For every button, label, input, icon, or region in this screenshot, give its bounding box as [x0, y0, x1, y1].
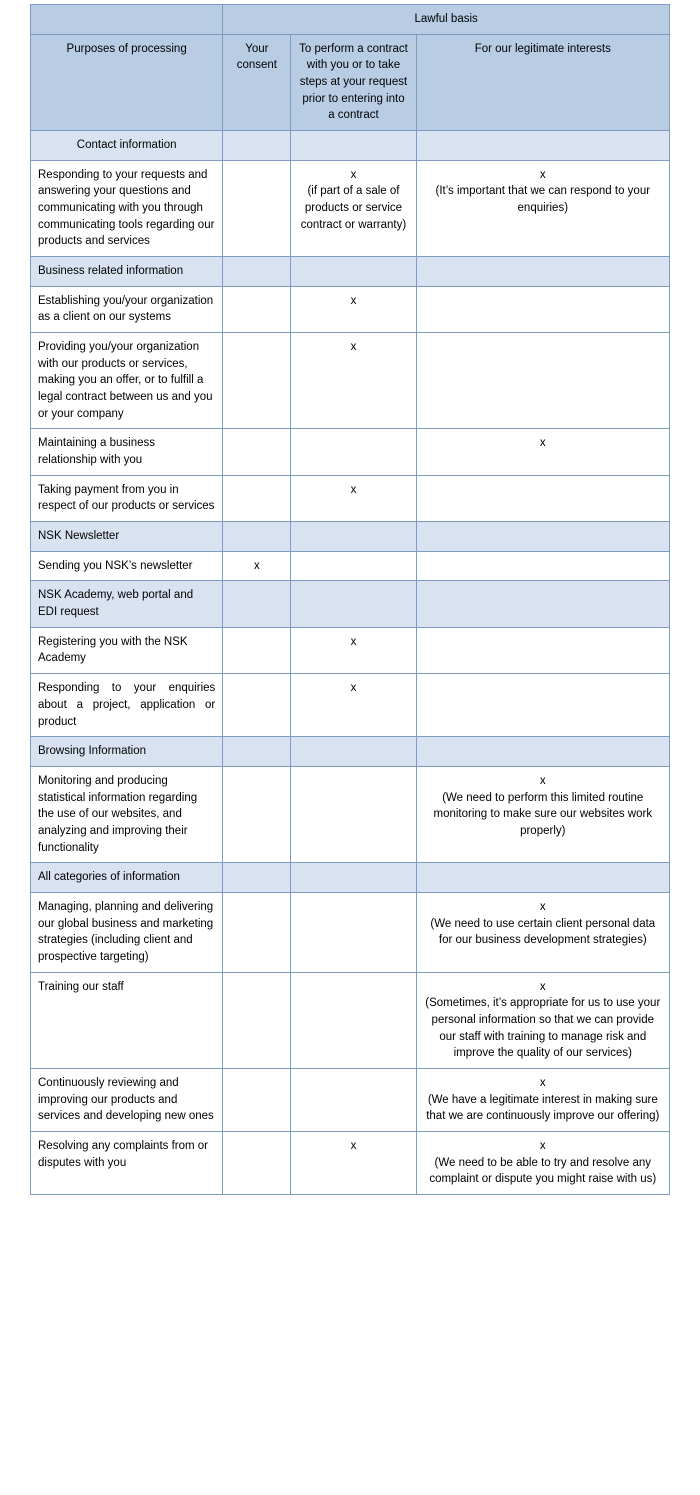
mark-x: x: [350, 483, 357, 496]
section-blank-cell: [291, 131, 416, 161]
table-section-row: [31, 257, 670, 287]
section-label: NSK Newsletter: [31, 522, 223, 552]
section-blank-cell: [291, 581, 416, 627]
table-header-row: [31, 34, 670, 130]
header-lawful-basis: Lawful basis: [223, 5, 670, 35]
legitimate-interests-cell: [416, 160, 669, 256]
purpose-cell: Sending you NSK’s newsletter: [31, 551, 223, 581]
contract-cell: [291, 627, 416, 673]
purpose-cell: Training our staff: [31, 972, 223, 1068]
purpose-cell: Taking payment from you in respect of our products or services: [31, 475, 223, 521]
table-row: [31, 160, 670, 256]
mark-x: x: [539, 437, 546, 450]
legitimate-interests-cell: [416, 286, 669, 332]
consent-cell: [223, 475, 291, 521]
section-blank-cell: [291, 522, 416, 552]
section-label: All categories of information: [31, 863, 223, 893]
purpose-cell: Responding to your enquiries about a project, application or product: [31, 674, 223, 737]
mark-note: (Sometimes, it’s appropriate for us to use your personal information so that we can provide our staff with training to manage risk and improve the quality of our services): [425, 997, 661, 1060]
legitimate-interests-cell: [416, 475, 669, 521]
mark-note: (We have a legitimate interest in making sure that we are continuously improve our offering): [426, 1093, 660, 1123]
contract-cell: [291, 1068, 416, 1131]
table-section-row: [31, 522, 670, 552]
legitimate-interests-cell: [416, 766, 669, 862]
mark-x: x: [253, 559, 260, 572]
consent-cell: [223, 627, 291, 673]
section-blank-cell: [416, 863, 669, 893]
consent-cell: [223, 674, 291, 737]
mark-note: (We need to perform this limited routine monitoring to make sure our websites work properly): [433, 791, 653, 837]
mark-x: x: [539, 900, 546, 913]
consent-cell: [223, 972, 291, 1068]
legitimate-interests-cell: [416, 429, 669, 475]
section-blank-cell: [416, 131, 669, 161]
purpose-cell: Monitoring and producing statistical information regarding the use of our websites, and analyzing and improving their functionality: [31, 766, 223, 862]
purpose-cell: Establishing you/your organization as a client on our systems: [31, 286, 223, 332]
contract-cell: [291, 972, 416, 1068]
lawful-basis-table: [30, 4, 670, 1195]
table-header-group-row: [31, 5, 670, 35]
mark-x: x: [539, 1139, 546, 1152]
section-label: NSK Academy, web portal and EDI request: [31, 581, 223, 627]
contract-cell: [291, 551, 416, 581]
header-legitimate-interests: For our legitimate interests: [416, 34, 669, 130]
purpose-cell: Maintaining a business relationship with you: [31, 429, 223, 475]
header-purposes-of-processing: Purposes of processing: [31, 34, 223, 130]
section-blank-cell: [223, 522, 291, 552]
contract-cell: [291, 160, 416, 256]
consent-cell: [223, 160, 291, 256]
section-blank-cell: [223, 737, 291, 767]
mark-note: (We need to be able to try and resolve any complaint or dispute you might raise with us): [429, 1156, 657, 1186]
section-blank-cell: [291, 863, 416, 893]
section-blank-cell: [416, 257, 669, 287]
section-blank-cell: [416, 737, 669, 767]
table-row: [31, 766, 670, 862]
contract-cell: [291, 333, 416, 429]
table-row: [31, 333, 670, 429]
consent-cell: [223, 1068, 291, 1131]
purpose-cell: Managing, planning and delivering our global business and marketing strategies (including client and prospective targeting): [31, 892, 223, 972]
purpose-cell: Continuously reviewing and improving our products and services and developing new ones: [31, 1068, 223, 1131]
section-blank-cell: [291, 737, 416, 767]
mark-x: x: [350, 682, 357, 695]
header-contract: To perform a contract with you or to take steps at your request prior to entering into a contract: [291, 34, 416, 130]
legitimate-interests-cell: [416, 333, 669, 429]
legitimate-interests-cell: [416, 972, 669, 1068]
contract-cell: [291, 475, 416, 521]
mark-x: x: [350, 294, 357, 307]
consent-cell: [223, 892, 291, 972]
section-label: Browsing Information: [31, 737, 223, 767]
table-section-row: [31, 737, 670, 767]
table-row: [31, 429, 670, 475]
section-blank-cell: [416, 581, 669, 627]
table-row: [31, 551, 670, 581]
mark-x: x: [350, 168, 357, 181]
section-label: Contact information: [31, 131, 223, 161]
purpose-cell: Responding to your requests and answering your questions and communicating with you through communicating tools regarding our products and services: [31, 160, 223, 256]
mark-x: x: [539, 980, 546, 993]
mark-note: (if part of a sale of products or service contract or warranty): [300, 185, 407, 231]
legitimate-interests-cell: [416, 1068, 669, 1131]
section-blank-cell: [291, 257, 416, 287]
consent-cell: [223, 766, 291, 862]
table-row: [31, 627, 670, 673]
legitimate-interests-cell: [416, 1131, 669, 1194]
purpose-cell: Providing you/your organization with our products or services, making you an offer, or to fulfill a legal contract between us and you or your company: [31, 333, 223, 429]
consent-cell: [223, 1131, 291, 1194]
section-blank-cell: [416, 522, 669, 552]
mark-x: x: [539, 168, 546, 181]
purpose-cell: Registering you with the NSK Academy: [31, 627, 223, 673]
mark-x: x: [350, 635, 357, 648]
table-body: [31, 131, 670, 1195]
table-header: [31, 5, 670, 131]
table-section-row: [31, 863, 670, 893]
mark-x: x: [539, 774, 546, 787]
table-row: [31, 1068, 670, 1131]
purpose-cell: Resolving any complaints from or disputes with you: [31, 1131, 223, 1194]
section-blank-cell: [223, 863, 291, 893]
table-row: [31, 892, 670, 972]
contract-cell: [291, 892, 416, 972]
contract-cell: [291, 674, 416, 737]
mark-x: x: [350, 341, 357, 354]
header-corner-blank: [31, 5, 223, 35]
table-section-row: [31, 581, 670, 627]
section-blank-cell: [223, 257, 291, 287]
section-label: Business related information: [31, 257, 223, 287]
contract-cell: [291, 286, 416, 332]
consent-cell: [223, 286, 291, 332]
mark-x: x: [539, 1076, 546, 1089]
contract-cell: [291, 1131, 416, 1194]
table-section-row: [31, 131, 670, 161]
consent-cell: [223, 333, 291, 429]
table-row: [31, 1131, 670, 1194]
mark-note: (We need to use certain client personal data for our business development strategies): [430, 917, 656, 947]
table-row: [31, 674, 670, 737]
header-your-consent: Your consent: [223, 34, 291, 130]
table-row: [31, 286, 670, 332]
legitimate-interests-cell: [416, 627, 669, 673]
consent-cell: [223, 429, 291, 475]
legitimate-interests-cell: [416, 551, 669, 581]
contract-cell: [291, 429, 416, 475]
consent-cell: [223, 551, 291, 581]
section-blank-cell: [223, 131, 291, 161]
legitimate-interests-cell: [416, 892, 669, 972]
mark-note: (It’s important that we can respond to your enquiries): [435, 185, 651, 215]
contract-cell: [291, 766, 416, 862]
mark-x: x: [350, 1139, 357, 1152]
table-row: [31, 475, 670, 521]
table-row: [31, 972, 670, 1068]
section-blank-cell: [223, 581, 291, 627]
legitimate-interests-cell: [416, 674, 669, 737]
